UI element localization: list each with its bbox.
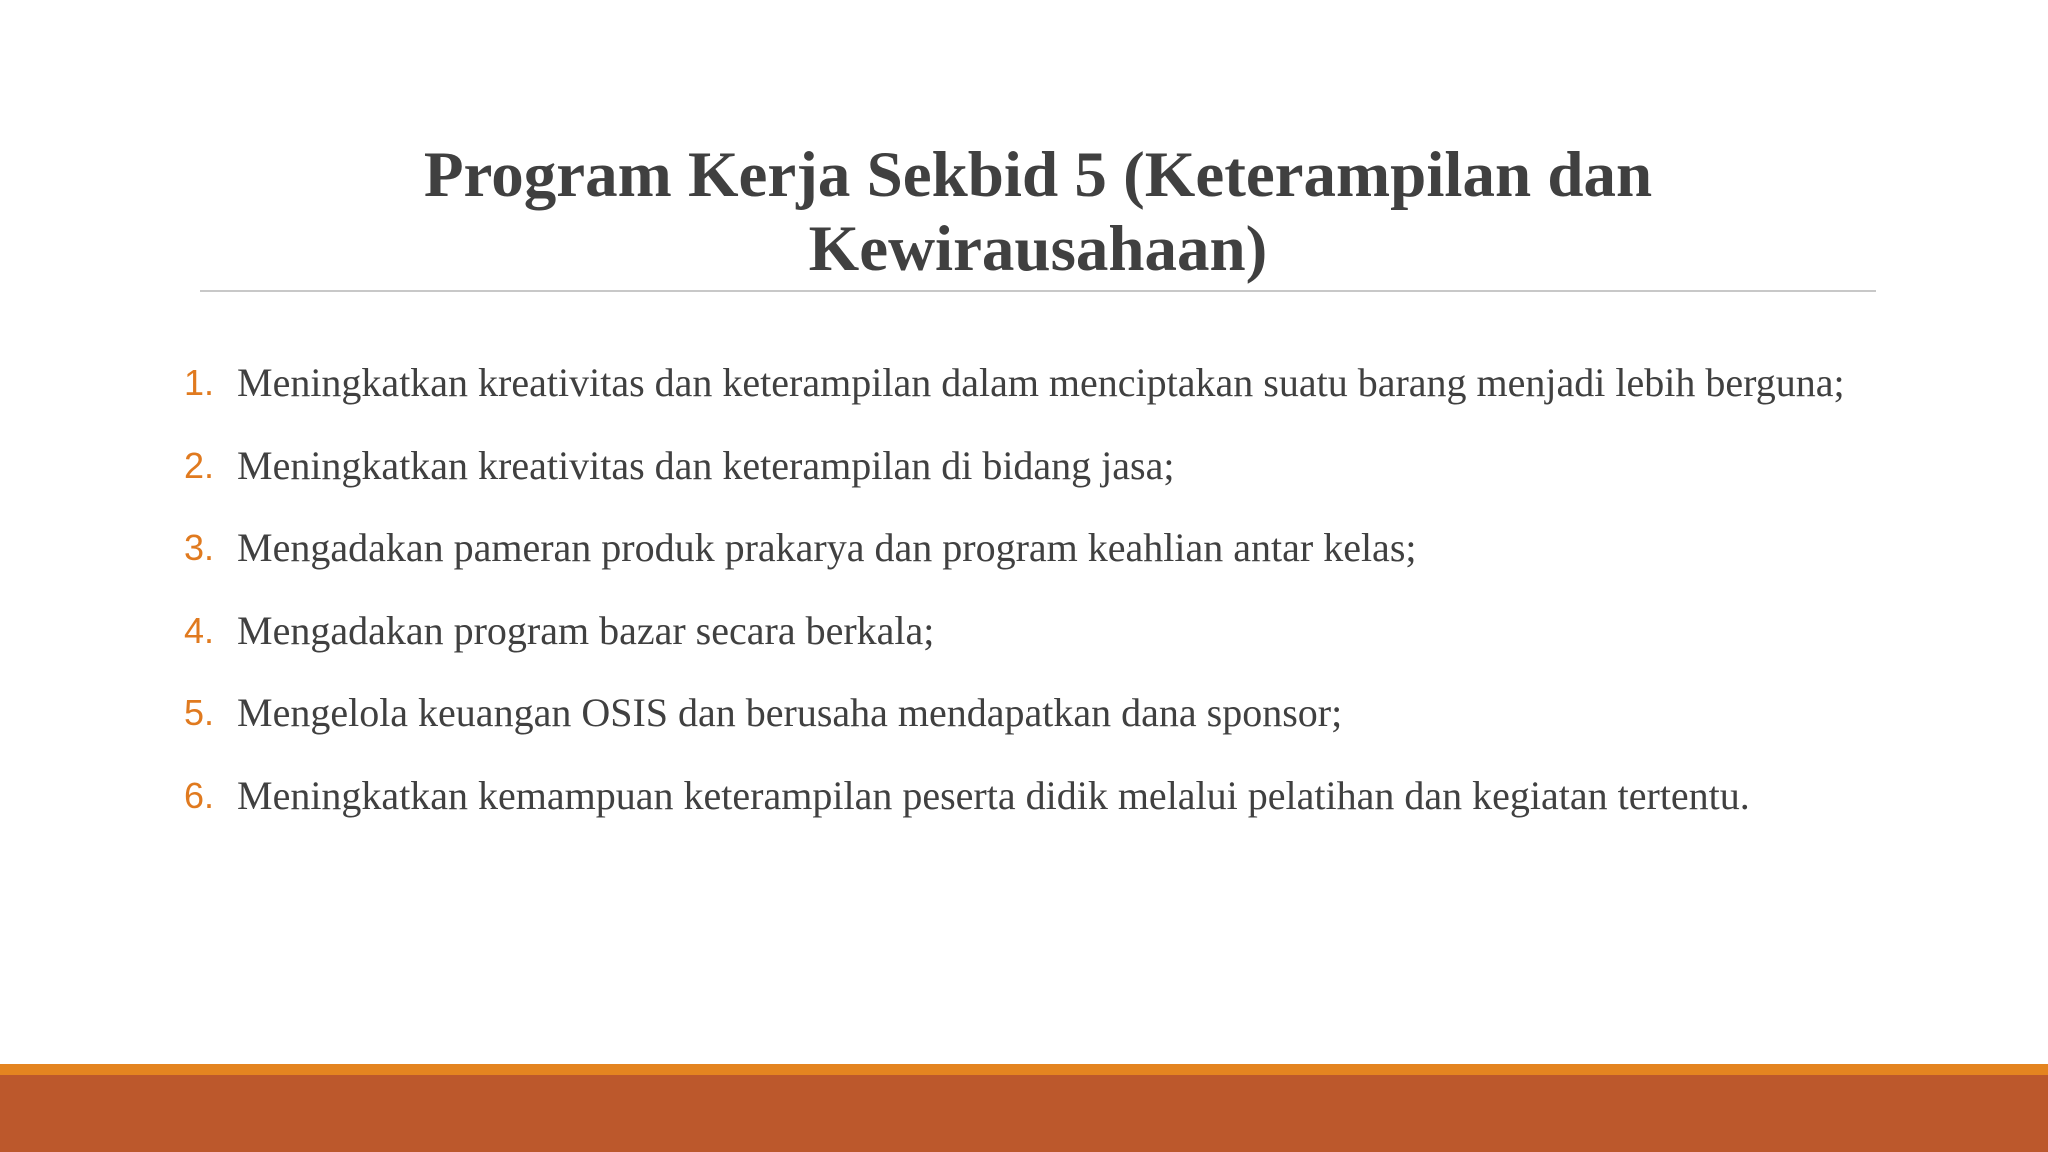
list-item-number: 1. xyxy=(184,362,215,403)
list-item-text: Meningkatkan kemampuan keterampilan peserta didik melalui pelatihan dan kegiatan tertentu. xyxy=(237,772,1750,818)
list-item-text: Meningkatkan kreativitas dan keterampilan di bidang jasa; xyxy=(237,442,1175,488)
list-item xyxy=(178,425,1876,508)
slide-title xyxy=(200,138,1876,286)
title-divider xyxy=(200,290,1876,292)
slide-title-line-2: Kewirausahaan) xyxy=(808,213,1268,285)
slide-title-line-1: Program Kerja Sekbid 5 (Keterampilan dan xyxy=(423,139,1653,211)
list-item-number: 5. xyxy=(184,692,215,733)
list-item-text: Meningkatkan kreativitas dan keterampilan dalam menciptakan suatu barang menjadi lebih berguna; xyxy=(237,360,1845,405)
list-item xyxy=(178,507,1876,590)
list-item-number: 4. xyxy=(184,609,215,651)
list-item xyxy=(178,755,1876,838)
footer-bar xyxy=(0,1075,2048,1152)
list-item-number: 6. xyxy=(184,774,215,816)
list-item xyxy=(178,342,1876,425)
list-item xyxy=(178,672,1876,755)
list-item-text: Mengadakan pameran produk prakarya dan program keahlian antar kelas; xyxy=(237,525,1417,570)
list-item-number: 2. xyxy=(184,444,215,486)
list-item-text: Mengelola keuangan OSIS dan berusaha mendapatkan dana sponsor; xyxy=(237,690,1343,735)
program-list xyxy=(178,342,1876,837)
footer-accent-bar xyxy=(0,1064,2048,1075)
list-item xyxy=(178,590,1876,673)
list-item-text: Mengadakan program bazar secara berkala; xyxy=(237,607,935,653)
list-item-number: 3. xyxy=(184,527,215,568)
